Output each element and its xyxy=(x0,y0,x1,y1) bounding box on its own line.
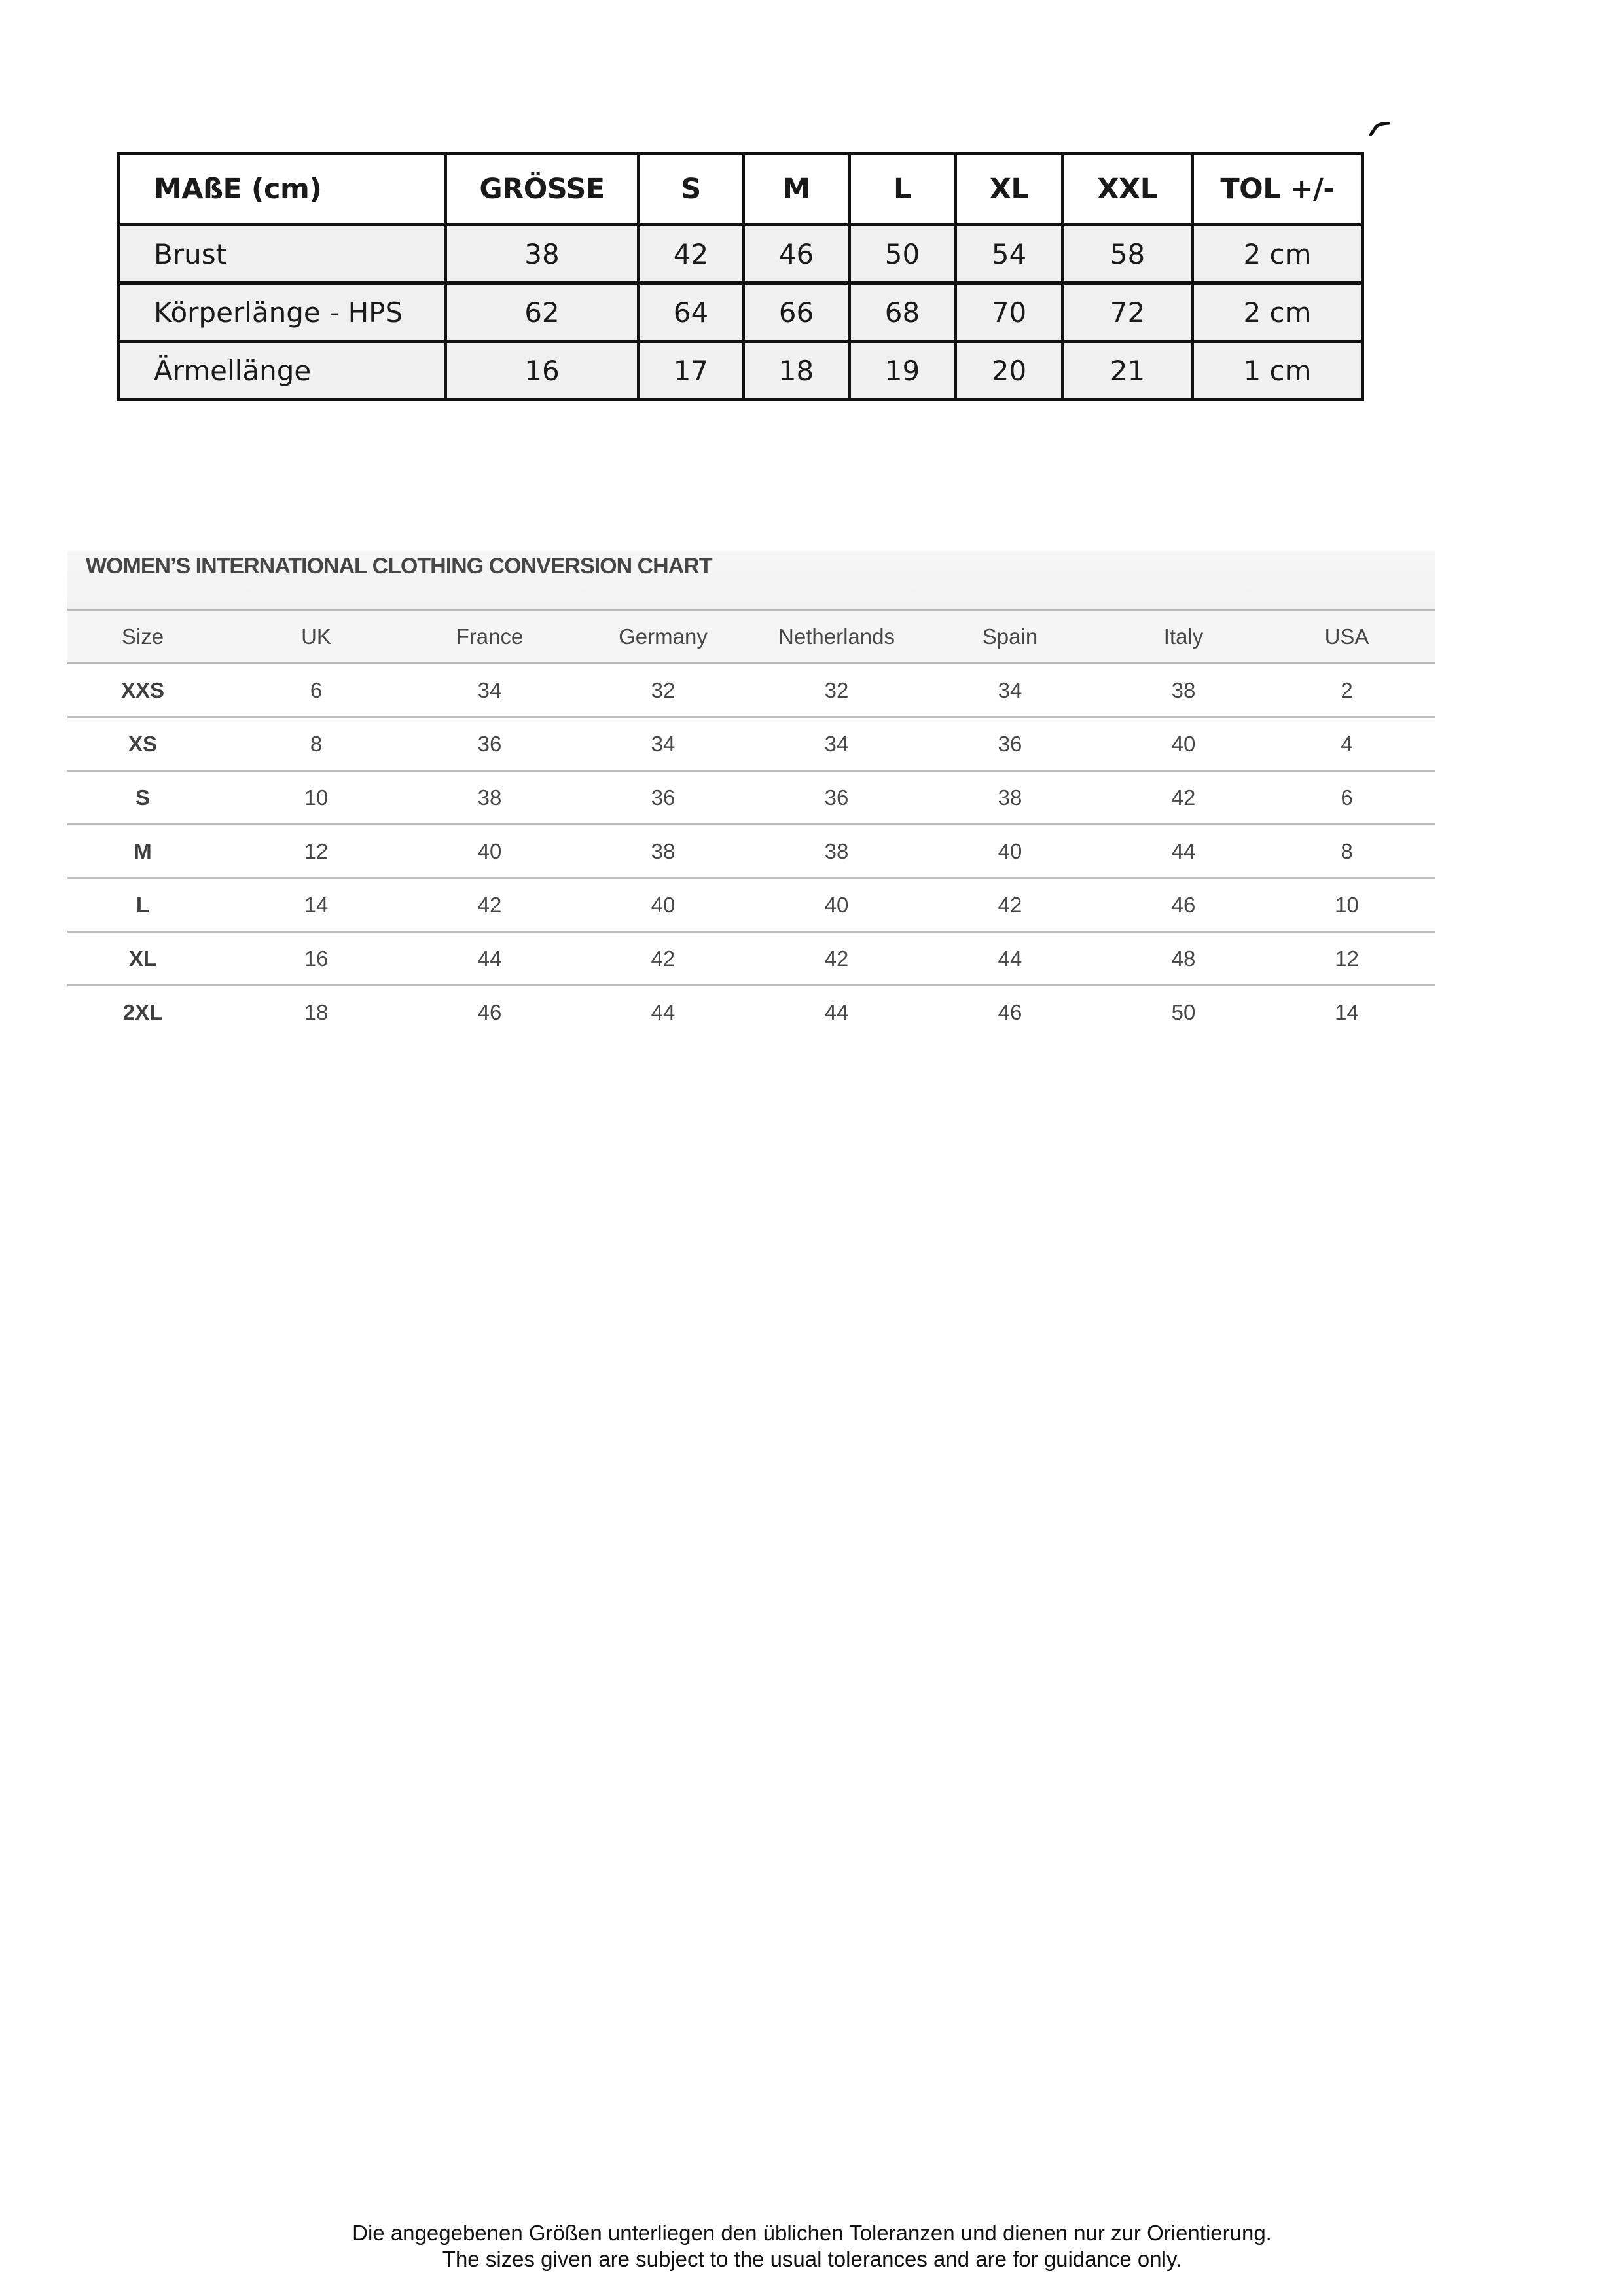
table-cell: 48 xyxy=(1108,932,1259,986)
table-cell: 38 xyxy=(565,825,761,878)
conversion-table-header-row xyxy=(67,611,1435,664)
size-table xyxy=(117,152,1364,401)
table-cell: 19 xyxy=(850,342,956,400)
table-cell: 50 xyxy=(1108,986,1259,1039)
table-cell: 70 xyxy=(956,283,1063,342)
table-cell: 42 xyxy=(565,932,761,986)
table-cell: 18 xyxy=(744,342,850,400)
table-cell: Brust xyxy=(118,225,446,283)
table-cell: XL xyxy=(67,932,218,986)
table-row xyxy=(118,225,1363,283)
table-cell: 4 xyxy=(1259,717,1435,771)
size-table-header-cell: XXL xyxy=(1063,154,1193,225)
table-cell: 42 xyxy=(1108,771,1259,825)
table-cell: 2 xyxy=(1259,664,1435,717)
table-row xyxy=(118,342,1363,400)
table-cell: 46 xyxy=(1108,878,1259,932)
table-cell: Körperlänge - HPS xyxy=(118,283,446,342)
table-cell: S xyxy=(67,771,218,825)
table-cell: 1 cm xyxy=(1193,342,1363,400)
conversion-table-header-cell: France xyxy=(414,611,565,664)
table-cell: 42 xyxy=(414,878,565,932)
conversion-table-header-cell: Size xyxy=(67,611,218,664)
conversion-chart xyxy=(67,551,1435,1024)
table-cell: 16 xyxy=(446,342,639,400)
table-cell: 44 xyxy=(565,986,761,1039)
table-cell: 12 xyxy=(218,825,414,878)
table-cell: 6 xyxy=(218,664,414,717)
table-cell: 14 xyxy=(1259,986,1435,1039)
table-cell: 40 xyxy=(912,825,1108,878)
conversion-table-header-cell: Germany xyxy=(565,611,761,664)
table-cell: 17 xyxy=(639,342,744,400)
table-cell: 46 xyxy=(912,986,1108,1039)
table-row xyxy=(67,771,1435,825)
table-cell: 72 xyxy=(1063,283,1193,342)
table-cell: 32 xyxy=(565,664,761,717)
table-row xyxy=(67,932,1435,986)
conversion-table-header-cell: UK xyxy=(218,611,414,664)
footer-note xyxy=(0,2220,1624,2272)
table-cell: 42 xyxy=(639,225,744,283)
table-cell: 16 xyxy=(218,932,414,986)
table-cell: 54 xyxy=(956,225,1063,283)
table-cell: 46 xyxy=(744,225,850,283)
table-cell: 2 cm xyxy=(1193,225,1363,283)
table-cell: 12 xyxy=(1259,932,1435,986)
table-row xyxy=(67,878,1435,932)
table-cell: 20 xyxy=(956,342,1063,400)
table-cell: 2 cm xyxy=(1193,283,1363,342)
table-cell: 34 xyxy=(565,717,761,771)
table-cell: 38 xyxy=(446,225,639,283)
size-table-header-cell: TOL +/- xyxy=(1193,154,1363,225)
table-cell: 10 xyxy=(218,771,414,825)
table-cell: 36 xyxy=(761,771,912,825)
table-cell: 34 xyxy=(414,664,565,717)
table-cell: XXS xyxy=(67,664,218,717)
table-cell: 36 xyxy=(414,717,565,771)
table-cell: 8 xyxy=(1259,825,1435,878)
table-row xyxy=(118,283,1363,342)
table-cell: XS xyxy=(67,717,218,771)
table-cell: 58 xyxy=(1063,225,1193,283)
table-cell: 40 xyxy=(761,878,912,932)
corner-mark-icon xyxy=(1369,122,1390,136)
table-cell: M xyxy=(67,825,218,878)
table-cell: 46 xyxy=(414,986,565,1039)
size-table-header-cell: XL xyxy=(956,154,1063,225)
table-cell: 34 xyxy=(912,664,1108,717)
table-row xyxy=(67,717,1435,771)
footer-line-de: Die angegebenen Größen unterliegen den üblichen Toleranzen und dienen nur zur Orientierung. xyxy=(352,2221,1272,2245)
table-row xyxy=(67,986,1435,1039)
conversion-table-header-cell: USA xyxy=(1259,611,1435,664)
table-cell: 40 xyxy=(414,825,565,878)
conversion-table-header-cell: Netherlands xyxy=(761,611,912,664)
conversion-chart-title-bar xyxy=(67,551,1435,611)
size-table-header-cell: M xyxy=(744,154,850,225)
table-cell: 2XL xyxy=(67,986,218,1039)
table-cell: 8 xyxy=(218,717,414,771)
table-cell: 40 xyxy=(565,878,761,932)
conversion-table-header-cell: Spain xyxy=(912,611,1108,664)
size-table-header-cell: S xyxy=(639,154,744,225)
table-cell: 32 xyxy=(761,664,912,717)
table-row xyxy=(67,825,1435,878)
size-table-header-cell: GRÖSSE xyxy=(446,154,639,225)
table-cell: 40 xyxy=(1108,717,1259,771)
size-table-header-row xyxy=(118,154,1363,225)
table-cell: 50 xyxy=(850,225,956,283)
table-cell: 44 xyxy=(414,932,565,986)
table-cell: 34 xyxy=(761,717,912,771)
table-cell: 36 xyxy=(912,717,1108,771)
footer-line-en: The sizes given are subject to the usual tolerances and are for guidance only. xyxy=(442,2247,1182,2271)
table-cell: 6 xyxy=(1259,771,1435,825)
table-cell: 42 xyxy=(761,932,912,986)
table-cell: Ärmellänge xyxy=(118,342,446,400)
table-cell: L xyxy=(67,878,218,932)
size-table-header-cell: MAßE (cm) xyxy=(118,154,446,225)
table-cell: 14 xyxy=(218,878,414,932)
conversion-chart-title: WOMEN’S INTERNATIONAL CLOTHING CONVERSION CHART xyxy=(86,554,712,579)
table-cell: 44 xyxy=(912,932,1108,986)
table-cell: 10 xyxy=(1259,878,1435,932)
conversion-table xyxy=(67,611,1435,1038)
table-cell: 44 xyxy=(761,986,912,1039)
table-cell: 66 xyxy=(744,283,850,342)
table-cell: 38 xyxy=(761,825,912,878)
size-table-header-cell: L xyxy=(850,154,956,225)
table-cell: 38 xyxy=(414,771,565,825)
table-cell: 36 xyxy=(565,771,761,825)
table-cell: 68 xyxy=(850,283,956,342)
table-cell: 38 xyxy=(912,771,1108,825)
conversion-table-header-cell: Italy xyxy=(1108,611,1259,664)
table-cell: 44 xyxy=(1108,825,1259,878)
table-cell: 62 xyxy=(446,283,639,342)
table-row xyxy=(67,664,1435,717)
table-cell: 42 xyxy=(912,878,1108,932)
table-cell: 64 xyxy=(639,283,744,342)
table-cell: 21 xyxy=(1063,342,1193,400)
table-cell: 38 xyxy=(1108,664,1259,717)
table-cell: 18 xyxy=(218,986,414,1039)
